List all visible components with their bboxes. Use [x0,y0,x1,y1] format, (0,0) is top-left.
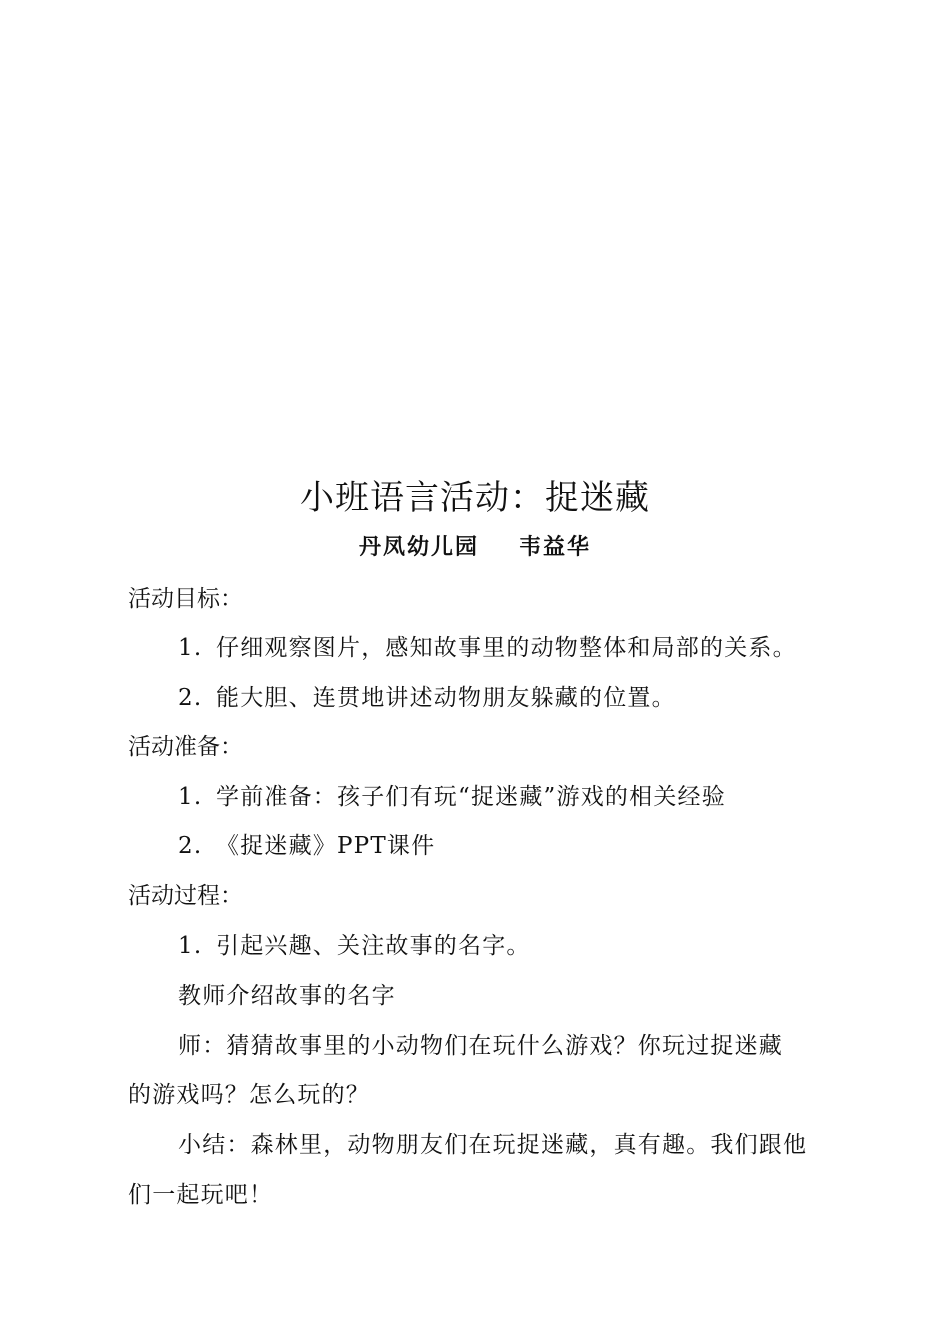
item-text: 仔细观察图片，感知故事里的动物整体和局部的关系。 [216,635,797,661]
prep-item [178,829,435,863]
process-intro: 教师介绍故事的名字 [178,983,396,1009]
process-step [178,929,531,963]
goal-item [178,631,797,665]
teacher-question: 师：猜猜故事里的小动物们在玩什么游戏？你玩过捉迷藏 [178,1033,783,1059]
school-name: 丹凤幼儿园 [358,535,479,560]
summary: 小结：森林里，动物朋友们在玩捉迷藏，真有趣。我们跟他 [178,1132,808,1158]
item-number: 1. [178,635,203,661]
item-text: 《捉迷藏》PPT课件 [216,833,436,859]
goal-item [178,681,676,715]
document-title: 小班语言活动：捉迷藏 [300,478,650,518]
process-heading: 活动过程： [128,883,243,909]
author-name: 韦益华 [519,535,592,560]
item-text: 能大胆、连贯地讲述动物朋友躲藏的位置。 [216,685,676,711]
item-number: 2. [178,685,203,711]
prep-item [178,780,726,814]
goals-heading: 活动目标： [128,586,243,612]
teacher-question-cont: 的游戏吗？怎么玩的？ [128,1082,370,1108]
item-number: 2. [178,833,203,859]
prep-heading: 活动准备： [128,734,243,760]
item-text: 引起兴趣、关注故事的名字。 [216,933,531,959]
summary-cont: 们一起玩吧！ [128,1182,274,1208]
item-number: 1. [178,784,203,810]
item-number: 1. [178,933,203,959]
item-text: 学前准备：孩子们有玩“捉迷藏”游戏的相关经验 [216,784,726,810]
author-line [0,532,950,564]
